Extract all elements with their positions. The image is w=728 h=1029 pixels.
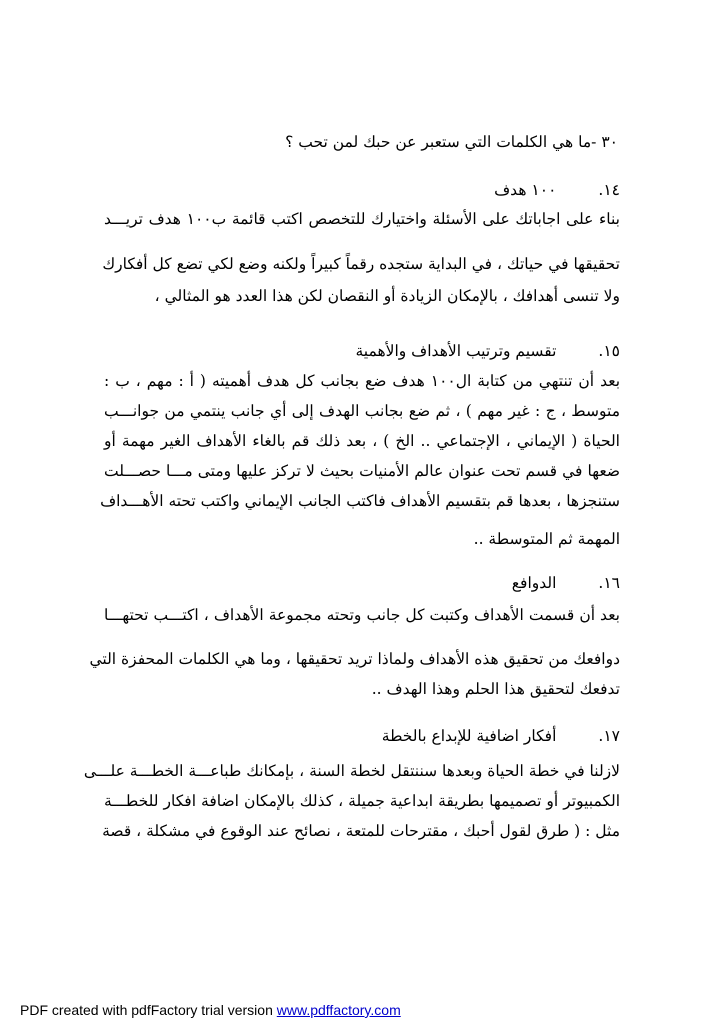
section-17-line-1: لازلنا في خطة الحياة وبعدها سننتقل لخطة السنة ، بإمكانك طباعـــة الخطـــة علـــى	[83, 762, 620, 780]
section-14-number: ١٤.	[598, 181, 620, 199]
section-17-heading	[382, 725, 620, 747]
pdf-footer	[20, 1001, 401, 1019]
section-17-line-2: الكمبيوتر أو تصميمها بطريقة ابداعية جميلة ، كذلك بالإمكان اضافة افكار للخطـــة	[104, 792, 620, 810]
section-16-title: الدوافع	[511, 574, 557, 592]
section-14-title: ١٠٠ هدف	[494, 181, 557, 199]
section-14-line-3: ولا تنسى أهدافك ، بالإمكان الزيادة أو النقصان لكن هذا العدد هو المثالي ،	[154, 287, 620, 305]
section-16-line-1: بعد أن قسمت الأهداف وكتبت كل جانب وتحته مجموعة الأهداف ، اكتـــب تحتهـــا	[104, 606, 620, 624]
section-15-line-4: ضعها في قسم تحت عنوان عالم الأمنيات بحيث لا تركز عليها ومتى مـــا حصـــلت	[104, 462, 620, 480]
section-14-heading	[494, 179, 620, 201]
section-14-line-1: بناء على اجاباتك على الأسئلة واختيارك للتخصص اكتب قائمة ب١٠٠ هدف تريـــد	[104, 210, 620, 228]
question-30: ٣٠ -ما هي الكلمات التي ستعبر عن حبك لمن تحب ؟	[285, 133, 618, 151]
footer-prefix: PDF created with pdfFactory trial version	[20, 1002, 277, 1018]
section-16-line-2: دوافعك من تحقيق هذه الأهداف ولماذا تريد تحقيقها ، وما هي الكلمات المحفزة التي	[89, 650, 620, 668]
section-15-title: تقسيم وترتيب الأهداف والأهمية	[355, 342, 557, 360]
section-15-number: ١٥.	[598, 342, 620, 360]
section-16-number: ١٦.	[598, 574, 620, 592]
section-17-title: أفكار اضافية للإبداع بالخطة	[381, 727, 557, 745]
section-15-line-1: بعد أن تنتهي من كتابة ال١٠٠ هدف ضع بجانب كل هدف أهميته ( أ : مهم ، ب :	[104, 372, 621, 390]
section-15-line-3: الحياة ( الإيماني ، الإجتماعي .. الخ ) ، بعد ذلك قم بالغاء الأهداف الغير مهمة أو	[104, 432, 620, 450]
section-14-line-2: تحقيقها في حياتك ، في البداية ستجده رقماً كبيراً ولكنه وضع لكي تضع كل أفكارك	[102, 255, 620, 273]
section-17-line-3: مثل : ( طرق لقول أحبك ، مقترحات للمتعة ، نصائح عند الوقوع في مشكلة ، قصة	[102, 822, 620, 840]
section-17-number: ١٧.	[598, 727, 620, 745]
section-15-heading	[356, 340, 621, 362]
section-15-line-5: ستنجزها ، بعدها قم بتقسيم الأهداف فاكتب الجانب الإيماني واكتب تحته الأهـــداف	[100, 492, 620, 510]
section-15-line-2: متوسط ، ج : غير مهم ) ، ثم ضع بجانب الهدف إلى أي جانب ينتمي من جوانـــب	[104, 402, 620, 420]
section-16-line-3: تدفعك لتحقيق هذا الحلم وهذا الهدف ..	[371, 680, 620, 698]
section-16-heading	[512, 572, 620, 594]
section-15-line-6: المهمة ثم المتوسطة ..	[473, 530, 620, 548]
footer-link[interactable]: www.pdffactory.com	[276, 1002, 401, 1018]
